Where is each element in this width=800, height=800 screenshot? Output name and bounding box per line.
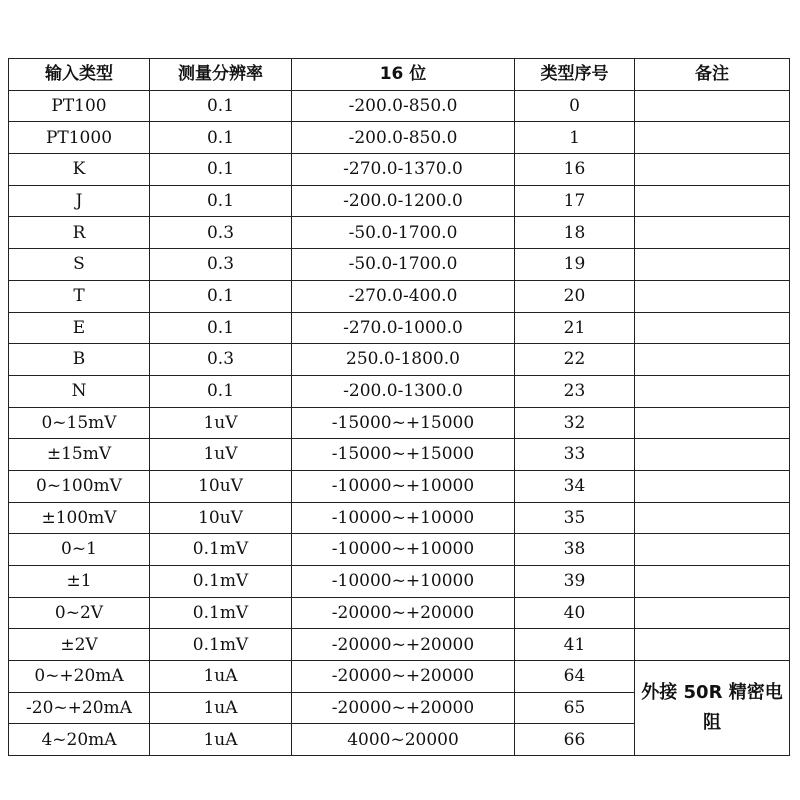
cell-resolution: 0.1mV bbox=[150, 597, 292, 629]
cell-resolution: 0.1mV bbox=[150, 534, 292, 566]
table-row bbox=[9, 661, 790, 693]
cell-range: -270.0-400.0 bbox=[292, 280, 515, 312]
cell-range: -15000~+15000 bbox=[292, 439, 515, 471]
cell-type-code: 40 bbox=[515, 597, 635, 629]
cell-input-type: PT100 bbox=[9, 90, 150, 122]
cell-type-code: 20 bbox=[515, 280, 635, 312]
cell-type-code: 1 bbox=[515, 122, 635, 154]
cell-remark bbox=[635, 217, 790, 249]
cell-resolution: 1uA bbox=[150, 692, 292, 724]
cell-input-type: 0~1 bbox=[9, 534, 150, 566]
cell-remark bbox=[635, 249, 790, 281]
header-16bit-range: 16 位 bbox=[292, 59, 515, 91]
cell-input-type: 0~2V bbox=[9, 597, 150, 629]
table-row bbox=[9, 344, 790, 376]
cell-type-code: 17 bbox=[515, 185, 635, 217]
cell-range: 250.0-1800.0 bbox=[292, 344, 515, 376]
cell-range: -20000~+20000 bbox=[292, 692, 515, 724]
cell-remark bbox=[635, 185, 790, 217]
cell-remark bbox=[635, 375, 790, 407]
cell-input-type: S bbox=[9, 249, 150, 281]
cell-input-type: J bbox=[9, 185, 150, 217]
cell-range: -20000~+20000 bbox=[292, 661, 515, 693]
cell-range: -10000~+10000 bbox=[292, 566, 515, 598]
cell-range: -270.0-1000.0 bbox=[292, 312, 515, 344]
cell-range: -20000~+20000 bbox=[292, 597, 515, 629]
cell-type-code: 16 bbox=[515, 154, 635, 186]
current-input-remark: 外接 50R 精密电阻 bbox=[635, 661, 790, 756]
cell-type-code: 23 bbox=[515, 375, 635, 407]
cell-resolution: 1uV bbox=[150, 407, 292, 439]
cell-type-code: 33 bbox=[515, 439, 635, 471]
cell-resolution: 10uV bbox=[150, 470, 292, 502]
cell-resolution: 0.1 bbox=[150, 312, 292, 344]
cell-input-type: R bbox=[9, 217, 150, 249]
header-remarks: 备注 bbox=[635, 59, 790, 91]
table-row bbox=[9, 280, 790, 312]
cell-resolution: 0.1 bbox=[150, 154, 292, 186]
cell-resolution: 0.3 bbox=[150, 249, 292, 281]
table-header-row bbox=[9, 59, 790, 91]
cell-remark bbox=[635, 502, 790, 534]
cell-range: -50.0-1700.0 bbox=[292, 249, 515, 281]
header-resolution: 测量分辨率 bbox=[150, 59, 292, 91]
cell-resolution: 1uA bbox=[150, 724, 292, 756]
cell-resolution: 0.3 bbox=[150, 217, 292, 249]
cell-input-type: ±2V bbox=[9, 629, 150, 661]
cell-remark bbox=[635, 280, 790, 312]
table-row bbox=[9, 502, 790, 534]
table-row bbox=[9, 122, 790, 154]
table-row bbox=[9, 90, 790, 122]
cell-range: 4000~20000 bbox=[292, 724, 515, 756]
cell-range: -270.0-1370.0 bbox=[292, 154, 515, 186]
table-row bbox=[9, 154, 790, 186]
cell-input-type: -20~+20mA bbox=[9, 692, 150, 724]
cell-resolution: 0.1 bbox=[150, 122, 292, 154]
cell-resolution: 10uV bbox=[150, 502, 292, 534]
cell-resolution: 0.1mV bbox=[150, 629, 292, 661]
cell-resolution: 1uV bbox=[150, 439, 292, 471]
table-row bbox=[9, 312, 790, 344]
cell-remark bbox=[635, 154, 790, 186]
cell-remark bbox=[635, 470, 790, 502]
cell-remark bbox=[635, 629, 790, 661]
header-type-code: 类型序号 bbox=[515, 59, 635, 91]
cell-remark bbox=[635, 534, 790, 566]
cell-input-type: E bbox=[9, 312, 150, 344]
cell-range: -10000~+10000 bbox=[292, 502, 515, 534]
cell-type-code: 18 bbox=[515, 217, 635, 249]
cell-type-code: 19 bbox=[515, 249, 635, 281]
table-row bbox=[9, 629, 790, 661]
table-row bbox=[9, 470, 790, 502]
cell-input-type: 0~15mV bbox=[9, 407, 150, 439]
cell-remark bbox=[635, 122, 790, 154]
cell-resolution: 0.1 bbox=[150, 375, 292, 407]
cell-input-type: ±100mV bbox=[9, 502, 150, 534]
cell-remark bbox=[635, 90, 790, 122]
cell-input-type: B bbox=[9, 344, 150, 376]
table-row bbox=[9, 375, 790, 407]
table-body bbox=[9, 90, 790, 755]
table-row bbox=[9, 185, 790, 217]
cell-resolution: 0.1 bbox=[150, 185, 292, 217]
cell-type-code: 65 bbox=[515, 692, 635, 724]
cell-range: -15000~+15000 bbox=[292, 407, 515, 439]
cell-resolution: 0.1 bbox=[150, 280, 292, 312]
cell-resolution: 1uA bbox=[150, 661, 292, 693]
cell-type-code: 35 bbox=[515, 502, 635, 534]
input-type-table bbox=[8, 58, 790, 756]
cell-type-code: 32 bbox=[515, 407, 635, 439]
cell-range: -200.0-850.0 bbox=[292, 90, 515, 122]
cell-resolution: 0.3 bbox=[150, 344, 292, 376]
cell-input-type: 0~100mV bbox=[9, 470, 150, 502]
table-row bbox=[9, 566, 790, 598]
table-row bbox=[9, 597, 790, 629]
cell-input-type: K bbox=[9, 154, 150, 186]
cell-type-code: 41 bbox=[515, 629, 635, 661]
cell-type-code: 34 bbox=[515, 470, 635, 502]
cell-input-type: T bbox=[9, 280, 150, 312]
cell-input-type: N bbox=[9, 375, 150, 407]
cell-remark bbox=[635, 344, 790, 376]
cell-range: -200.0-1300.0 bbox=[292, 375, 515, 407]
cell-range: -10000~+10000 bbox=[292, 470, 515, 502]
cell-range: -200.0-1200.0 bbox=[292, 185, 515, 217]
cell-input-type: 0~+20mA bbox=[9, 661, 150, 693]
cell-resolution: 0.1 bbox=[150, 90, 292, 122]
cell-type-code: 39 bbox=[515, 566, 635, 598]
cell-input-type: ±15mV bbox=[9, 439, 150, 471]
cell-remark bbox=[635, 597, 790, 629]
table-row bbox=[9, 217, 790, 249]
cell-type-code: 66 bbox=[515, 724, 635, 756]
table-row bbox=[9, 407, 790, 439]
cell-type-code: 22 bbox=[515, 344, 635, 376]
cell-type-code: 64 bbox=[515, 661, 635, 693]
table-row bbox=[9, 534, 790, 566]
cell-remark bbox=[635, 312, 790, 344]
cell-range: -10000~+10000 bbox=[292, 534, 515, 566]
cell-remark bbox=[635, 439, 790, 471]
cell-input-type: 4~20mA bbox=[9, 724, 150, 756]
cell-type-code: 38 bbox=[515, 534, 635, 566]
header-input-type: 输入类型 bbox=[9, 59, 150, 91]
cell-input-type: ±1 bbox=[9, 566, 150, 598]
cell-input-type: PT1000 bbox=[9, 122, 150, 154]
cell-range: -20000~+20000 bbox=[292, 629, 515, 661]
table-row bbox=[9, 439, 790, 471]
cell-type-code: 21 bbox=[515, 312, 635, 344]
cell-remark bbox=[635, 407, 790, 439]
cell-type-code: 0 bbox=[515, 90, 635, 122]
cell-remark bbox=[635, 566, 790, 598]
cell-resolution: 0.1mV bbox=[150, 566, 292, 598]
cell-range: -200.0-850.0 bbox=[292, 122, 515, 154]
table-row bbox=[9, 249, 790, 281]
cell-range: -50.0-1700.0 bbox=[292, 217, 515, 249]
